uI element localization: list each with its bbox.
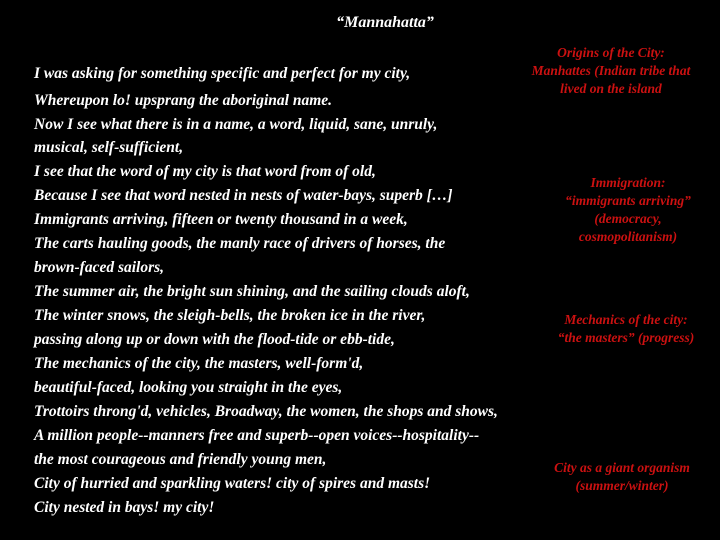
poem-line: Trottoirs throng'd, vehicles, Broadway, the women, the shops and shows,	[34, 403, 498, 420]
annotation-line: “immigrants arriving”	[565, 193, 691, 208]
poem-line: The winter snows, the sleigh-bells, the broken ice in the river,	[34, 307, 426, 324]
annotation-line: Immigration:	[590, 175, 666, 190]
annotation-mechanics	[533, 311, 719, 347]
poem-line: Because I see that word nested in nests of water-bays, superb […]	[34, 187, 453, 204]
poem-line: Now I see what there is in a name, a word, liquid, sane, unruly,	[34, 116, 438, 133]
annotation-line: cosmopolitanism)	[578, 229, 678, 244]
poem-line: The mechanics of the city, the masters, well-form'd,	[34, 355, 364, 372]
annotation-line: Manhattes (Indian tribe that	[531, 63, 691, 78]
poem-line: I was asking for something specific and perfect for my city,	[34, 65, 411, 82]
poem-line: I see that the word of my city is that word from of old,	[34, 163, 376, 180]
poem-line: passing along up or down with the flood-tide or ebb-tide,	[34, 331, 395, 348]
poem-line: The summer air, the bright sun shining, and the sailing clouds aloft,	[34, 283, 470, 300]
poem-line: City of hurried and sparkling waters! city of spires and masts!	[34, 475, 431, 492]
annotation-line: Origins of the City:	[557, 45, 665, 60]
annotation-line: (democracy,	[594, 211, 662, 226]
poem-line: musical, self-sufficient,	[34, 139, 184, 156]
annotation-line: Mechanics of the city:	[564, 312, 688, 327]
poem-title: “Mannahatta”	[336, 14, 434, 31]
poem-line: Whereupon lo! upsprang the aboriginal name.	[34, 92, 333, 109]
annotation-origins	[506, 44, 716, 98]
poem-line: beautiful-faced, looking you straight in the eyes,	[34, 379, 343, 396]
poem-line: brown-faced sailors,	[34, 259, 165, 276]
poem-line: Immigrants arriving, fifteen or twenty thousand in a week,	[34, 211, 408, 228]
annotation-line: (summer/winter)	[575, 478, 669, 493]
annotation-line: “the masters” (progress)	[557, 330, 695, 345]
annotation-line: lived on the island	[560, 81, 662, 96]
poem-line: The carts hauling goods, the manly race of drivers of horses, the	[34, 235, 446, 252]
poem-line: City nested in bays! my city!	[34, 499, 215, 516]
annotation-immigration	[538, 174, 718, 246]
poem-line: the most courageous and friendly young men,	[34, 451, 327, 468]
annotation-line: City as a giant organism	[554, 460, 690, 475]
poem-line: A million people--manners free and superb--open voices--hospitality--	[34, 427, 480, 444]
annotation-organism	[525, 459, 719, 495]
